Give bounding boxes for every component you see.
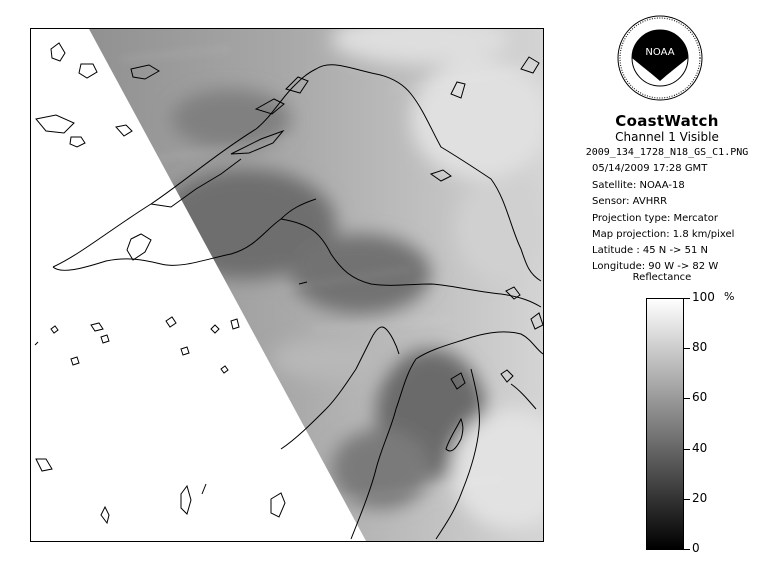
satellite-map[interactable] [30, 28, 544, 542]
colorbar-tick-label: 60 [692, 390, 708, 405]
noaa-logo [617, 15, 703, 101]
colorbar-tick-label: 20 [692, 490, 708, 505]
noaa-logo-text: NOAA [645, 47, 675, 58]
colorbar-tick [684, 449, 690, 450]
latitude-range: Latitude : 45 N -> 51 N [592, 245, 708, 256]
projection-type: Projection type: Mercator [592, 213, 718, 224]
page-title: CoastWatch [615, 112, 719, 130]
channel-subtitle: Channel 1 Visible [615, 130, 719, 144]
colorbar-tick [684, 298, 690, 299]
colorbar-tick-label: 80 [692, 340, 708, 355]
colorbar-tick-label: 100 [692, 290, 715, 304]
date-time: 05/14/2009 17:28 GMT [592, 163, 708, 174]
colorbar-tick [684, 549, 690, 550]
colorbar-tick-label: 40 [692, 440, 708, 455]
satellite-label: Satellite: NOAA-18 [592, 180, 685, 191]
colorbar-tick-label: 0 [692, 541, 700, 555]
colorbar-title: Reflectance [632, 272, 692, 283]
sensor-label: Sensor: AVHRR [592, 196, 668, 207]
file-name: 2009_134_1728_N18_GS_C1.PNG [585, 147, 749, 158]
map-canvas [31, 29, 543, 541]
longitude-range: Longitude: 90 W -> 82 W [592, 261, 719, 272]
colorbar-tick [684, 499, 690, 500]
colorbar-tick [684, 348, 690, 349]
colorbar-unit: % [724, 290, 735, 303]
map-projection: Map projection: 1.8 km/pixel [592, 229, 735, 240]
reflectance-colorbar [646, 298, 684, 550]
colorbar-tick [684, 398, 690, 399]
noaa-emblem [617, 15, 703, 101]
